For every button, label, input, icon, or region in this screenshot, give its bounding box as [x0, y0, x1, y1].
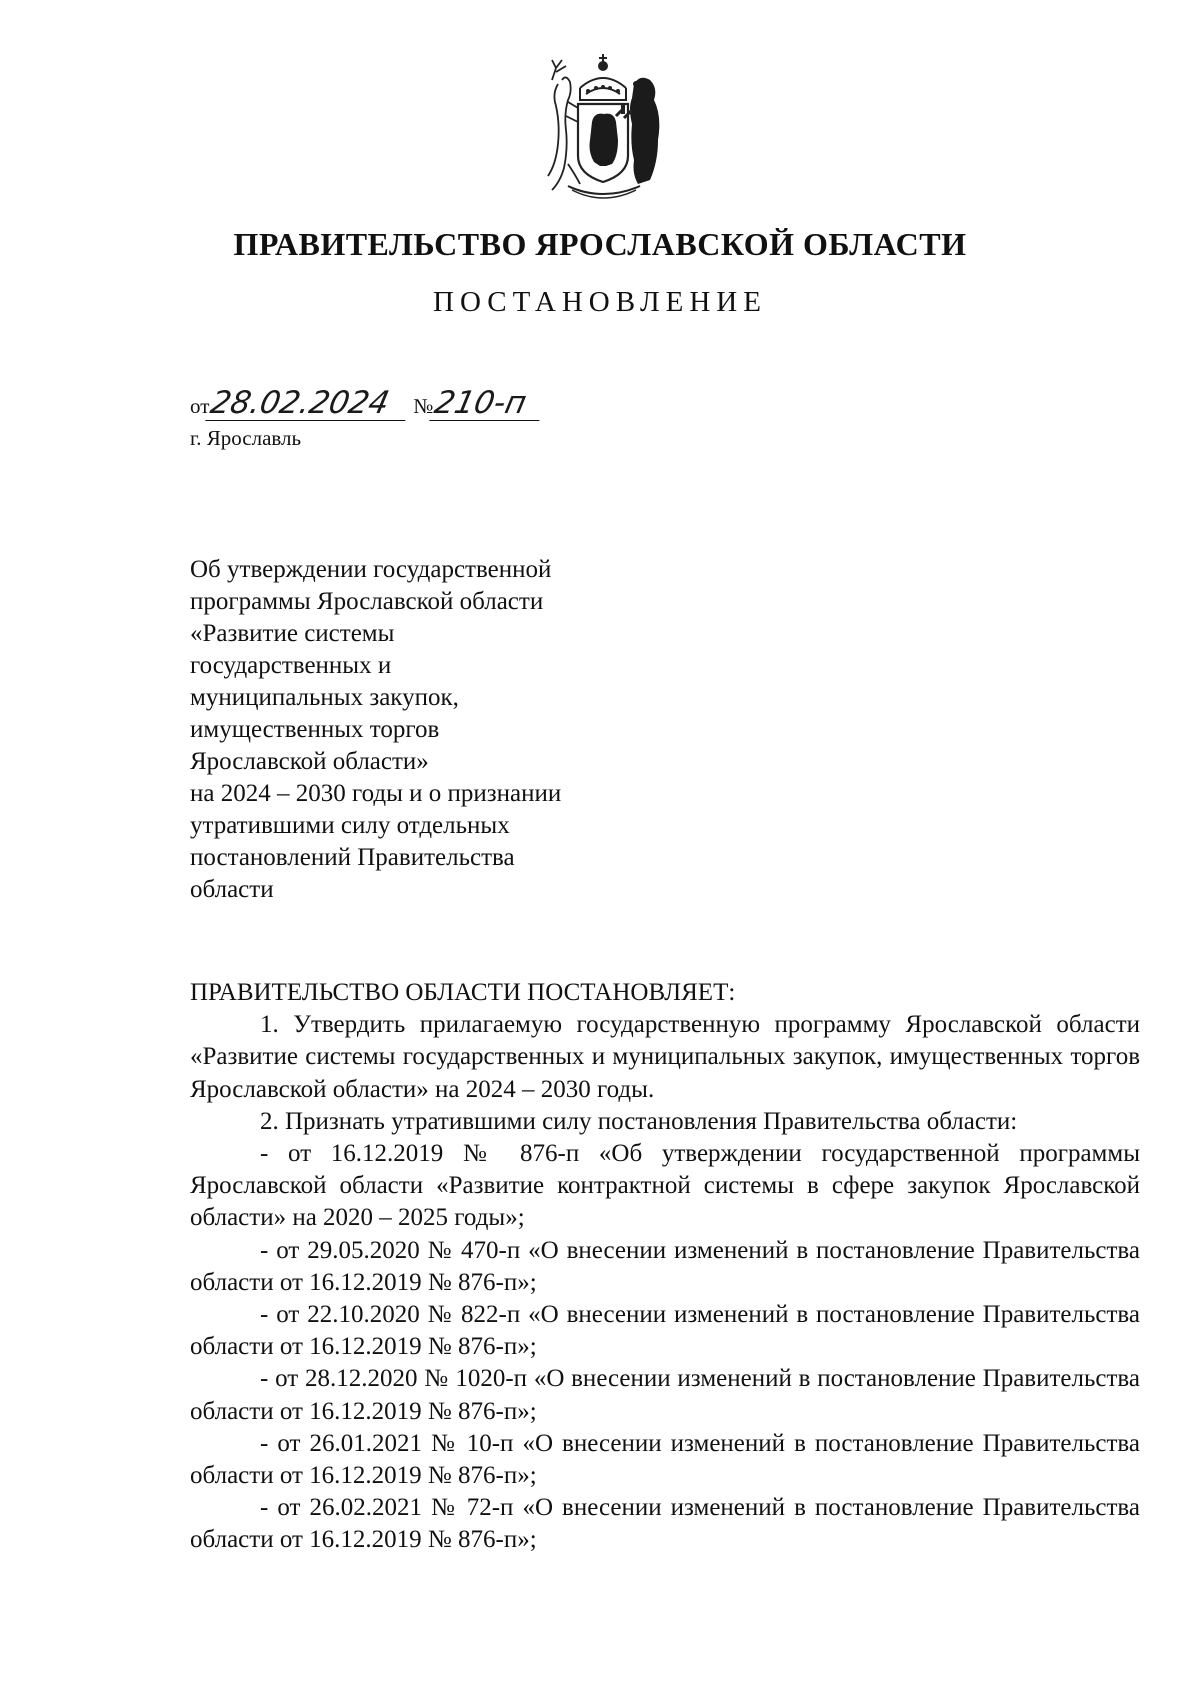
document-subject	[190, 554, 630, 906]
subject-line: Ярославской области»	[190, 748, 429, 775]
subject-line: государственных и	[190, 652, 392, 679]
document-body	[190, 977, 1140, 1557]
body-paragraph: - от 16.12.2019 № 876-п «Об утверждении государственной программы Ярославской области «Развитие контрактной системы в сфере закупок Ярославской области» на 2020 – 2025 годы»;	[190, 1140, 1140, 1232]
handwritten-date: 28.02.2024	[206, 386, 413, 421]
city: г. Ярославль	[190, 426, 302, 450]
body-paragraph: - от 22.10.2020 № 822-п «О внесении изменений в постановление Правительства области от 16.12.2019 № 876-п»;	[190, 1301, 1140, 1361]
handwritten-number: 210-п	[430, 386, 547, 421]
subject-line: постановлений Правительства	[190, 844, 515, 871]
subject-line: муниципальных закупок,	[190, 684, 459, 711]
body-paragraph: - от 26.01.2021 № 10-п «О внесении изменений в постановление Правительства области от 16.12.2019 № 876-п»;	[190, 1429, 1140, 1490]
subject-line: имущественных торгов	[190, 716, 440, 743]
document-date-number	[190, 386, 543, 426]
body-paragraph: 2. Признать утратившими силу постановления Правительства области:	[260, 1107, 1018, 1135]
subject-line: «Развитие системы	[190, 620, 395, 647]
body-paragraph: - от 29.05.2020 № 470-п «О внесении изменений в постановление Правительства области от 16.12.2019 № 876-п»;	[190, 1236, 1140, 1296]
number-prefix: №	[413, 394, 434, 418]
subject-line: Об утверждении государственной	[190, 556, 552, 583]
subject-line: области	[190, 876, 274, 903]
body-paragraph: 1. Утвердить прилагаемую государственную программу Ярославской области «Развитие системы государственных и муниципальных закупок, имущественных торгов Ярославской области» на 2024 – 2030 годы.	[190, 1011, 1140, 1103]
subject-line: программы Ярославской области	[190, 588, 544, 615]
body-paragraph: - от 26.02.2021 № 72-п «О внесении изменений в постановление Правительства области от 16.12.2019 № 876-п»;	[190, 1494, 1140, 1554]
body-paragraph: - от 28.12.2020 № 1020-п «О внесении изменений в постановление Правительства области от 16.12.2019 № 876-п»;	[190, 1365, 1140, 1425]
coat-of-arms-icon	[522, 44, 684, 206]
document-type: ПОСТАНОВЛЕНИЕ	[433, 286, 767, 318]
date-prefix: от	[190, 394, 210, 418]
organization-name: ПРАВИТЕЛЬСТВО ЯРОСЛАВСКОЙ ОБЛАСТИ	[233, 226, 967, 262]
subject-line: утратившими силу отдельных	[190, 812, 510, 839]
decree-heading: ПРАВИТЕЛЬСТВО ОБЛАСТИ ПОСТАНОВЛЯЕТ:	[190, 979, 736, 1006]
subject-line: на 2024 – 2030 годы и о признании	[190, 780, 562, 807]
